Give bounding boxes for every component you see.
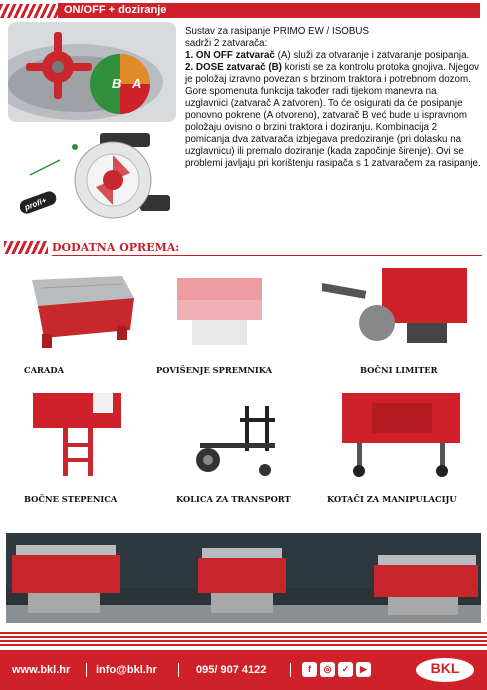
header-stripes: [0, 4, 60, 18]
accessory-label-handling-wheels: KOTAČI ZA MANIPULACIJU: [327, 494, 457, 504]
label-b: B: [112, 76, 122, 91]
accessory-image-side-limiter: [322, 268, 470, 353]
section-heading: [0, 240, 487, 256]
bkl-logo-text: BKL: [430, 660, 460, 676]
spreaders-photo: [6, 533, 481, 623]
page-header: [0, 0, 487, 22]
section-underline: [52, 255, 482, 256]
accessory-label-side-limiter: BOČNI LIMITER: [360, 365, 438, 375]
dosing-valve-image: [20, 125, 175, 243]
website-link[interactable]: www.bkl.hr: [12, 664, 71, 676]
youtube-icon[interactable]: ▶: [356, 662, 371, 677]
accessory-label-transport-trolley: KOLICA ZA TRANSPORT: [176, 494, 291, 504]
email-link[interactable]: info@bkl.hr: [96, 664, 157, 676]
footer-separator: [86, 663, 87, 677]
intro-description: [185, 26, 481, 170]
spreader-disc-image: [8, 22, 176, 122]
dose-heading: 2. DOSE zatvarač (B): [185, 62, 282, 73]
accessory-label-cover: CARADA: [24, 365, 65, 375]
instagram-icon[interactable]: ◎: [320, 662, 335, 677]
footer-separator: [178, 663, 179, 677]
on-off-paragraph: [185, 50, 481, 62]
bkl-logo: [414, 656, 476, 684]
accessory-image-cover: [22, 268, 137, 350]
accessory-image-handling-wheels: [342, 393, 460, 478]
accessory-label-hopper-extension: POVIŠENJE SPREMNIKA: [156, 365, 273, 375]
section-title: DODATNA OPREMA:: [52, 241, 180, 254]
on-off-text: (A) služi za otvaranje i zatvaranje posipanja.: [274, 50, 470, 61]
footer-separator: [290, 663, 291, 677]
section-stripes: [4, 241, 48, 254]
facebook-icon[interactable]: f: [302, 662, 317, 677]
accessory-image-side-steps: [33, 393, 121, 478]
accessory-image-transport-trolley: [190, 398, 285, 483]
intro-line-1: Sustav za rasipanje PRIMO EW / ISOBUS: [185, 26, 370, 37]
accessory-image-hopper-extension: [172, 268, 267, 350]
profi-badge: profi+: [23, 195, 48, 213]
dose-paragraph: [185, 62, 481, 170]
accessory-label-side-steps: BOČNE STEPENICA: [24, 494, 118, 504]
phone-number[interactable]: 095/ 907 4122: [196, 664, 267, 676]
twitter-icon[interactable]: ✓: [338, 662, 353, 677]
on-off-heading: 1. ON OFF zatvarač: [185, 50, 275, 61]
footer-bar: [0, 650, 487, 690]
label-a: A: [132, 76, 142, 91]
dose-text: koristi se za kontrolu protoka gnojiva. Njegov je položaj izravno povezan s brzinom traktora i potrebnom dozom. Gore spomenuta funkcija također radi tijekom manevra na uzglavnici (zatvarač A zatvoren). To će osigurati da će posipanje ponovno pokrene (A otvoreno), zatvarač B već bude u ispravnom položaju ovisno o brzini traktora i doziranju. Kombinacija 2 pomicanja dva zatvarača izbjegava predoziranje (pri dolasku na uzglavnicu) ili premalo doziranje (kada započinje širenje). Ovi se problemi javljaju pri korištenju rasipača s 1 zatvaračem za rasipanje.: [185, 62, 481, 169]
page-title: ON/OFF + doziranje: [58, 3, 480, 18]
intro-line-2: sadrži 2 zatvarača:: [185, 38, 268, 49]
footer-stripes: [0, 632, 487, 648]
